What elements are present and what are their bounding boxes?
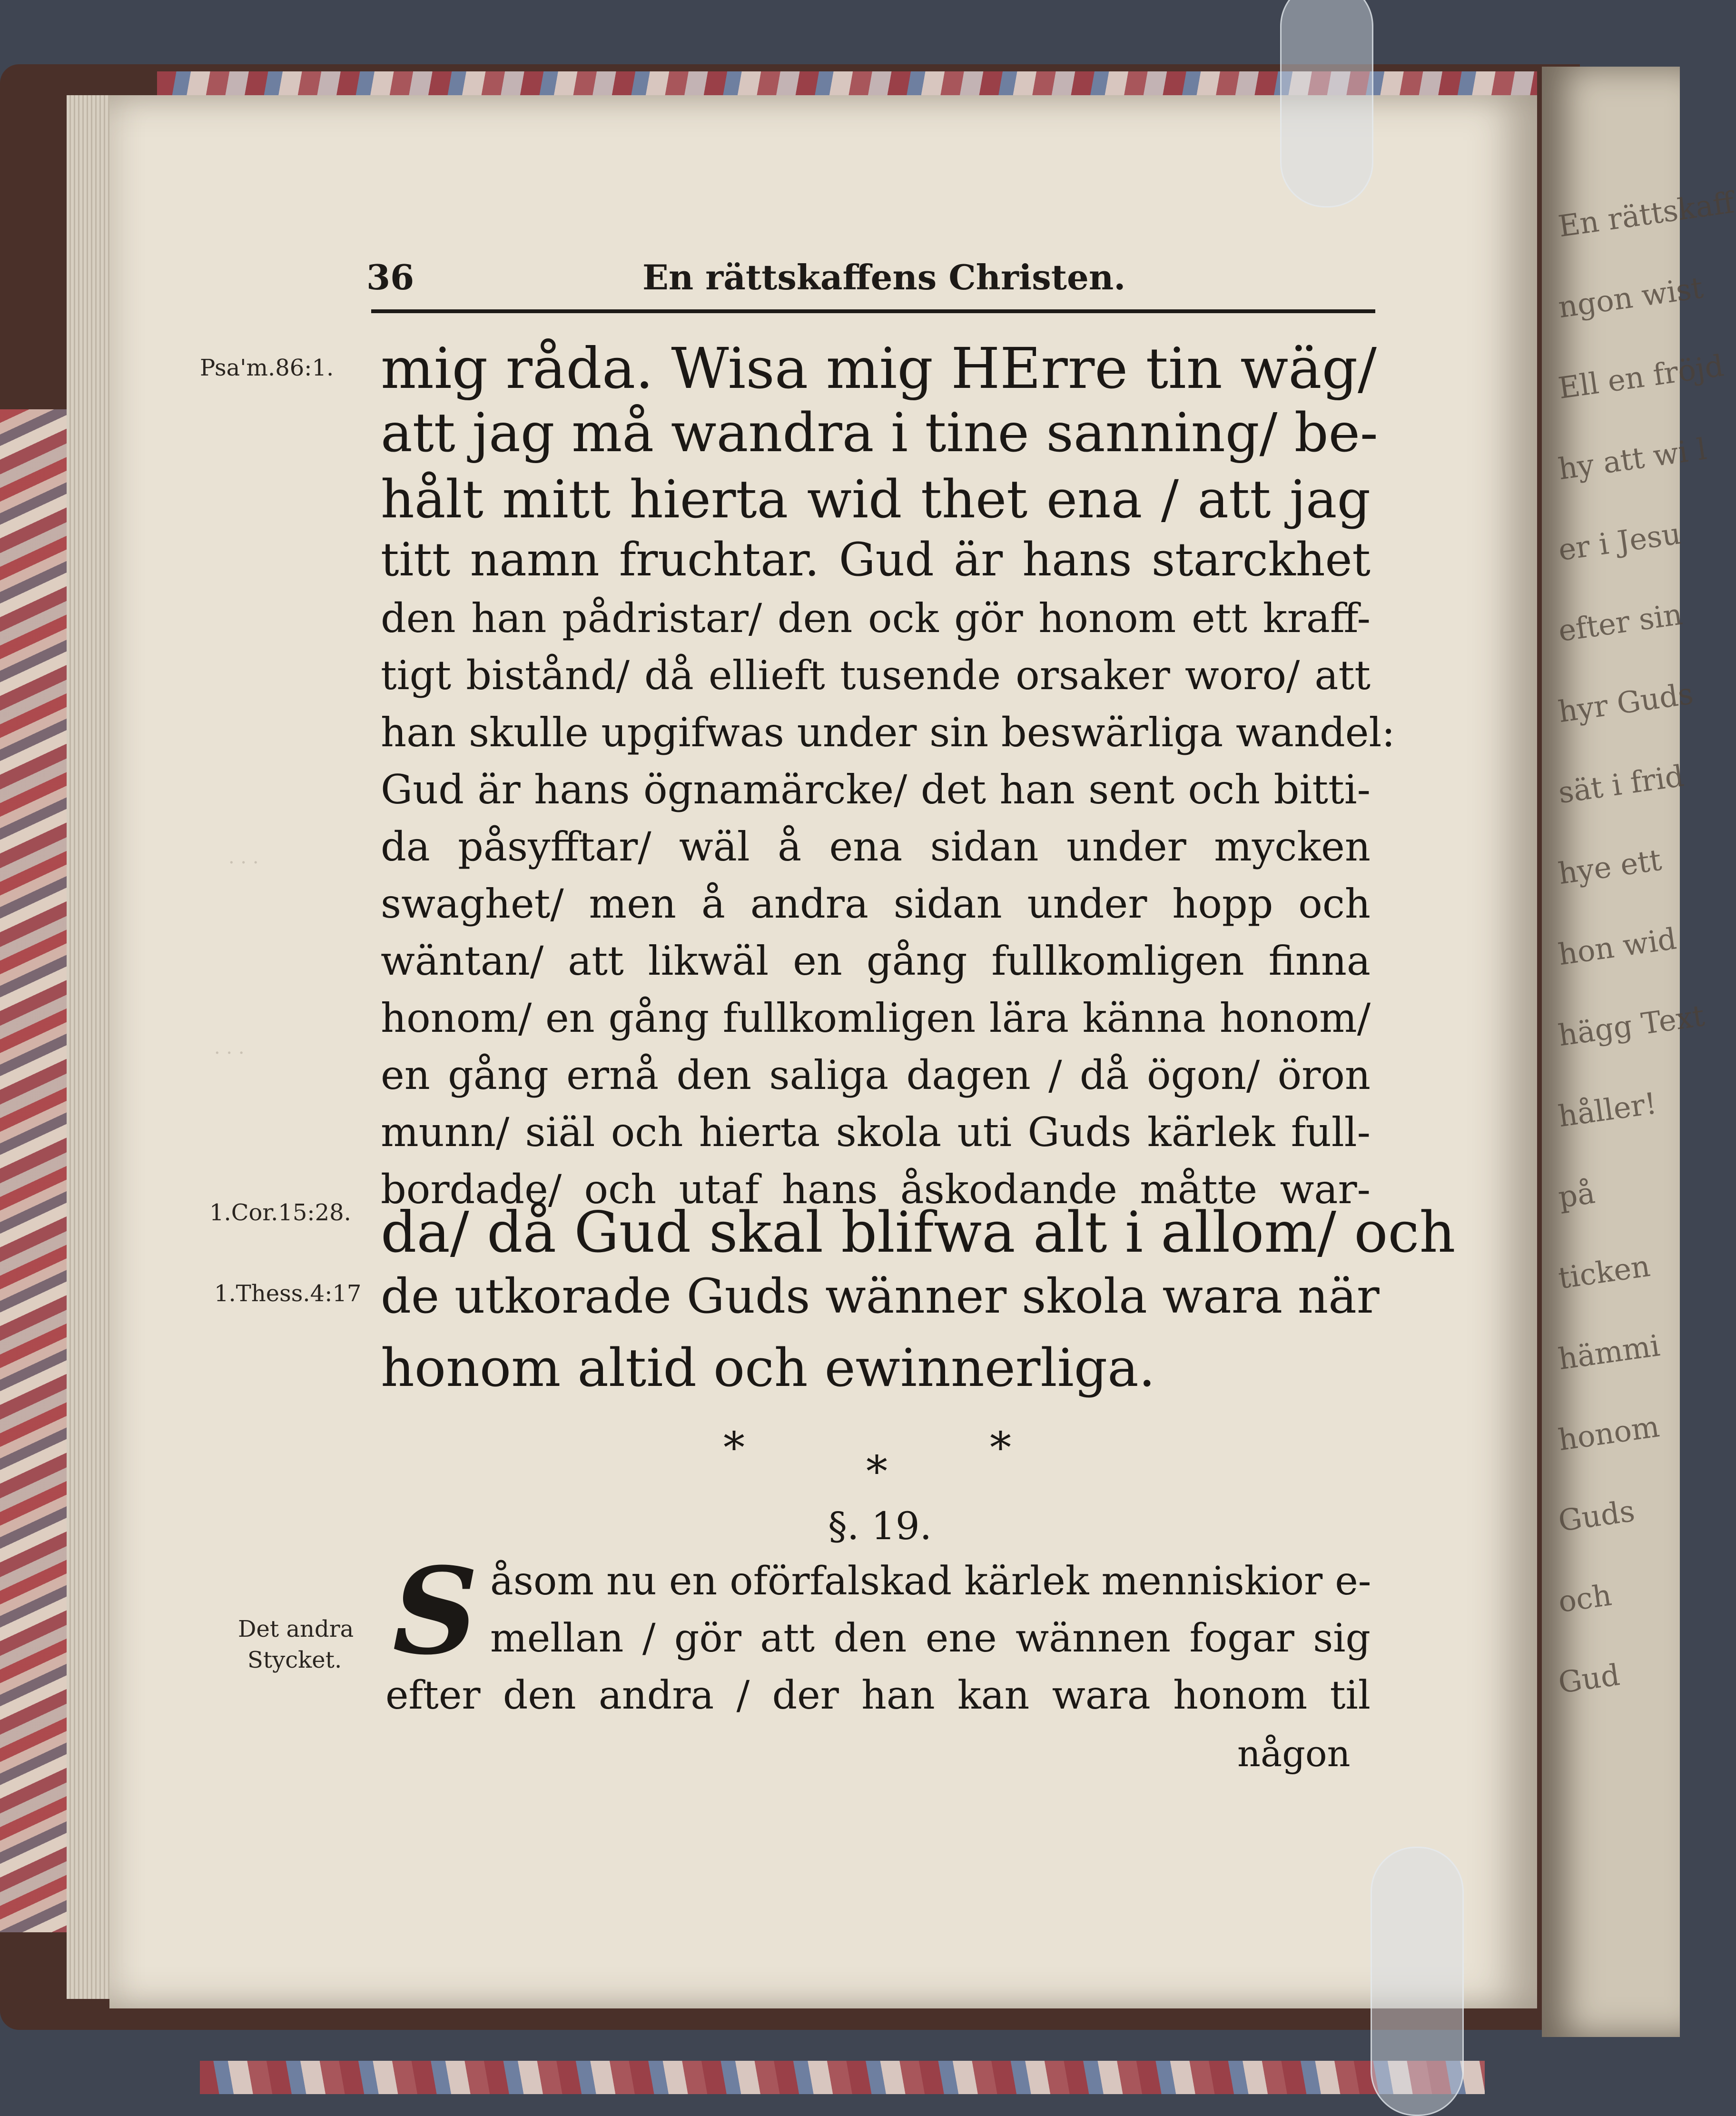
text-line: titt namn fruchtar. Gud är hans starckhet: [381, 533, 1371, 586]
facing-text-line: En rättskaff: [1556, 185, 1736, 244]
text-line: mig råda. Wisa mig HErre tin wäg/: [381, 336, 1377, 401]
margin-section-label: Stycket.: [247, 1647, 342, 1673]
facing-text-line: hon wid: [1556, 921, 1679, 972]
margin-ref-psalm: Psa'm.86:1.: [200, 355, 334, 381]
marbled-pastedown: [0, 409, 71, 1932]
section-heading: §. 19.: [828, 1504, 932, 1548]
text-line: da påsyfftar/ wäl å ena sidan under mycken: [381, 823, 1371, 870]
facing-text-line: på: [1556, 1175, 1598, 1215]
facing-text-line: hämmi: [1556, 1328, 1662, 1377]
text-line: att jag må wandra i tine sanning/ be-: [381, 402, 1378, 464]
text-line: honom/ en gång fullkomligen lära känna honom/: [381, 995, 1371, 1041]
facing-text-line: ngon wist: [1556, 270, 1706, 325]
margin-ref-cor: 1.Cor.15:28.: [209, 1199, 351, 1226]
text-line: en gång ernå den saliga dagen / då ögon/ öron: [381, 1052, 1371, 1098]
text-line: da/ då Gud skal blifwa alt i allom/ och: [381, 1199, 1456, 1265]
section-line: mellan / gör att den ene wännen fogar sig: [490, 1616, 1371, 1661]
running-title: En rättskaffens Christen.: [642, 257, 1126, 297]
facing-page: [1542, 67, 1736, 2037]
margin-ref-thess: 1.Thess.4:17: [214, 1280, 362, 1307]
section-line: åsom nu en oförfalskad kärlek menniskior e-: [490, 1559, 1371, 1604]
page-clip-bottom: [1371, 1847, 1464, 2116]
facing-text-line: hy att wi l: [1556, 431, 1709, 487]
show-through-mark: · · ·: [214, 1042, 245, 1064]
facing-text-line: hye ett: [1556, 842, 1664, 891]
text-line: den han pådristar/ den ock gör honom ett kraff-: [381, 595, 1371, 642]
facing-text-line: håller!: [1556, 1086, 1659, 1134]
drop-cap: S: [392, 1541, 479, 1681]
text-line: wäntan/ att likwäl en gång fullkomligen finna: [381, 938, 1371, 984]
text-line: munn/ siäl och hierta skola uti Guds kärlek full-: [381, 1109, 1371, 1156]
text-line: bordade/ och utaf hans åskodande måtte war-: [381, 1166, 1371, 1213]
head-rule: [371, 309, 1375, 313]
facing-text-line: och: [1556, 1577, 1614, 1620]
text-line: Gud är hans ögnamärcke/ det han sent och bitti-: [381, 766, 1371, 813]
text-line: swaghet/ men å andra sidan under hopp och: [381, 880, 1371, 927]
facing-text-line: efter sin: [1556, 596, 1685, 649]
catchword: någon: [1237, 1732, 1351, 1775]
facing-text-line: hyr Guds: [1556, 676, 1696, 730]
facing-text-line: honom: [1556, 1409, 1662, 1458]
text-line: de utkorade Guds wänner skola wara när: [381, 1268, 1380, 1324]
show-through-mark: · · ·: [228, 852, 259, 874]
facing-text-line: Guds: [1556, 1493, 1637, 1539]
text-line: han skulle upgifwas under sin beswärliga wandel:: [381, 709, 1395, 756]
facing-text-line: er i Jesu: [1556, 515, 1683, 568]
facing-text-line: ticken: [1556, 1248, 1652, 1296]
star-ornament: *: [723, 1423, 745, 1473]
marbled-edge-bottom: [200, 2061, 1485, 2094]
text-line: tigt bistånd/ då ellieft tusende orsaker woro/ att: [381, 652, 1371, 699]
page-clip-top: [1280, 0, 1373, 208]
text-line: hålt mitt hierta wid thet ena / att jag: [381, 469, 1371, 530]
facing-text-line: hägg Text: [1556, 998, 1707, 1053]
star-ornament: *: [866, 1447, 888, 1497]
facing-text-line: sät i frid: [1556, 758, 1686, 811]
facing-text-line: Gud: [1556, 1657, 1622, 1701]
section-line: efter den andra / der han kan wara honom til: [385, 1673, 1371, 1718]
text-line: honom altid och ewinnerliga.: [381, 1337, 1155, 1398]
facing-text-line: Ell en fröjd: [1556, 348, 1726, 406]
star-ornament: *: [990, 1423, 1011, 1473]
margin-section-label: Det andra: [238, 1616, 354, 1642]
page-number: 36: [366, 257, 414, 297]
